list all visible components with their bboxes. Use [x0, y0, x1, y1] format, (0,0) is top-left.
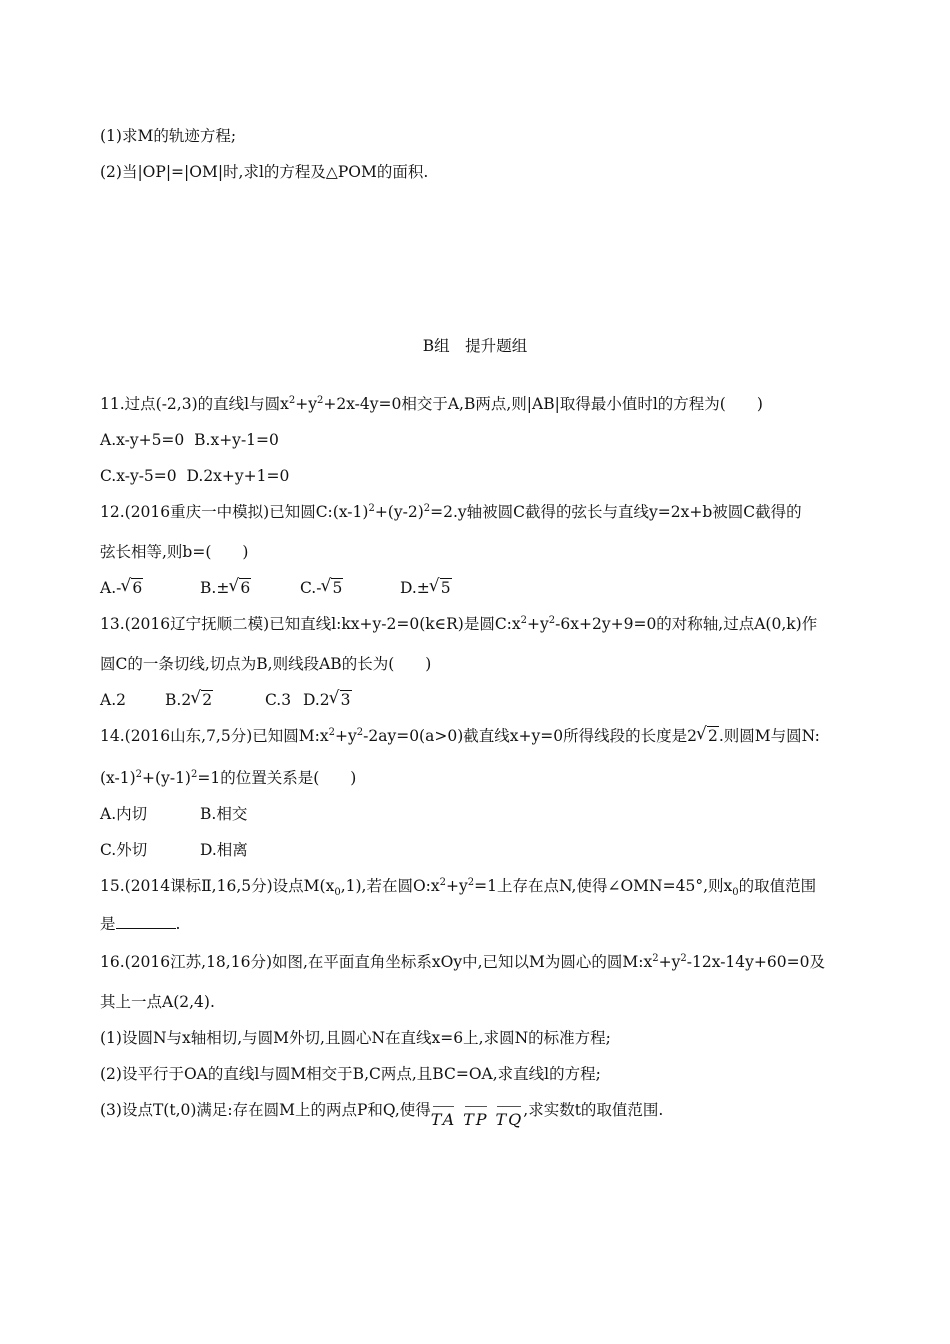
q11-option-b: B.x+y-1=0 — [194, 431, 279, 449]
q11-option-d: D.2x+y+1=0 — [186, 467, 290, 485]
q12-option-c: C.-√ 5 — [300, 578, 400, 598]
vector-tq: TQ — [495, 1110, 524, 1129]
q14-option-d: D.相离 — [200, 841, 248, 859]
q14-options-ab — [100, 804, 247, 824]
q16-part2: (2)设平行于OA的直线l与圆M相交于B,C两点,且BC=OA,求直线l的方程; — [100, 1065, 601, 1083]
q13-stem: 13.(2016辽宁抚顺二模)已知直线l:kx+y-2=0(k∈R)是圆$C:x^2+y^2-6x+2y+9=0$的对称轴,过点A(0,k)作 — [100, 614, 818, 633]
vector-equation — [431, 1110, 523, 1130]
vector-ta: TA — [430, 1110, 457, 1129]
vector-tp: TP — [463, 1110, 489, 1129]
q15-stem-line2: 是 . — [100, 915, 181, 933]
q12-option-a: A.-√ 6 — [100, 578, 200, 598]
q16-part3: (3)设点T(t,0)满足:存在圆M上的两点P和Q,使得TA TP TQ,求实数t的取值范围. — [100, 1101, 664, 1129]
section-title: B组 提升题组 — [422, 337, 528, 355]
q13-options — [100, 690, 352, 710]
q12-stem: 12.(2016重庆一中模拟)已知圆$C:(x-1)^2+(y-2)^2=2.y$轴被圆C截得的弦长与直线y=2x+b被圆C截得的 — [100, 502, 802, 521]
q13-option-b: B.2√ 2 — [165, 690, 265, 710]
q14-options-cd — [100, 840, 248, 860]
q13-option-d: D.2√ 3 — [303, 690, 352, 710]
q11-option-c: C.x-y-5=0 — [100, 467, 177, 485]
q11-option-a: A.x-y+5=0 — [100, 431, 185, 449]
q15-stem: 15.(2014课标Ⅱ,16,5分)设点$M(x_0,1)$,若在圆$O:x^2+y^2=1$上存在点N,使得∠OMN=45°,则$x_0$的取值范围 — [100, 876, 817, 899]
q16-stem: 16.(2016江苏,18,16分)如图,在平面直角坐标系xOy中,已知以M为圆心的圆$M:x^2+y^2-12x-14y+60=0$及 — [100, 952, 825, 971]
q14-option-b: B.相交 — [200, 805, 248, 823]
q14-stem: 14.(2016山东,7,5分)已知圆$M:x^2+y^2-2ay=0(a>0)$截直线x+y=0所得线段的长度是2√ 2.则圆M与圆N: — [100, 726, 820, 746]
q10-part1: (1)求M的轨迹方程; — [100, 127, 237, 145]
q14-stem-line2: $(x-1)^2+(y-1)^2=1$的位置关系是( ) — [100, 768, 357, 787]
q12-options — [100, 578, 452, 598]
q11-options-ab — [100, 430, 279, 450]
q10-part2: (2)当|OP|=|OM|时,求l的方程及△POM的面积. — [100, 163, 429, 181]
q13-option-a: A.2 — [100, 691, 126, 709]
q14-option-c: C.外切 — [100, 841, 148, 859]
q12-option-d: D.±√ 5 — [400, 578, 452, 598]
q12-option-b: B.±√ 6 — [200, 578, 300, 598]
answer-blank — [116, 914, 176, 929]
q11-stem: 11.过点(-2,3)的直线l与圆$x^2+y^2+2x-4y=0$相交于A,B两点,则|AB|取得最小值时l的方程为( ) — [100, 394, 763, 413]
q11-options-cd — [100, 466, 289, 486]
q16-part1: (1)设圆N与x轴相切,与圆M外切,且圆心N在直线x=6上,求圆N的标准方程; — [100, 1029, 611, 1047]
q13-stem-line2: 圆C的一条切线,切点为B,则线段AB的长为( ) — [100, 655, 432, 673]
q12-stem-line2: 弦长相等,则b=( ) — [100, 543, 249, 561]
q16-stem-line2: 其上一点A(2,4). — [100, 993, 215, 1011]
q13-option-c: C.3 — [265, 691, 292, 709]
q14-option-a: A.内切 — [100, 805, 148, 823]
